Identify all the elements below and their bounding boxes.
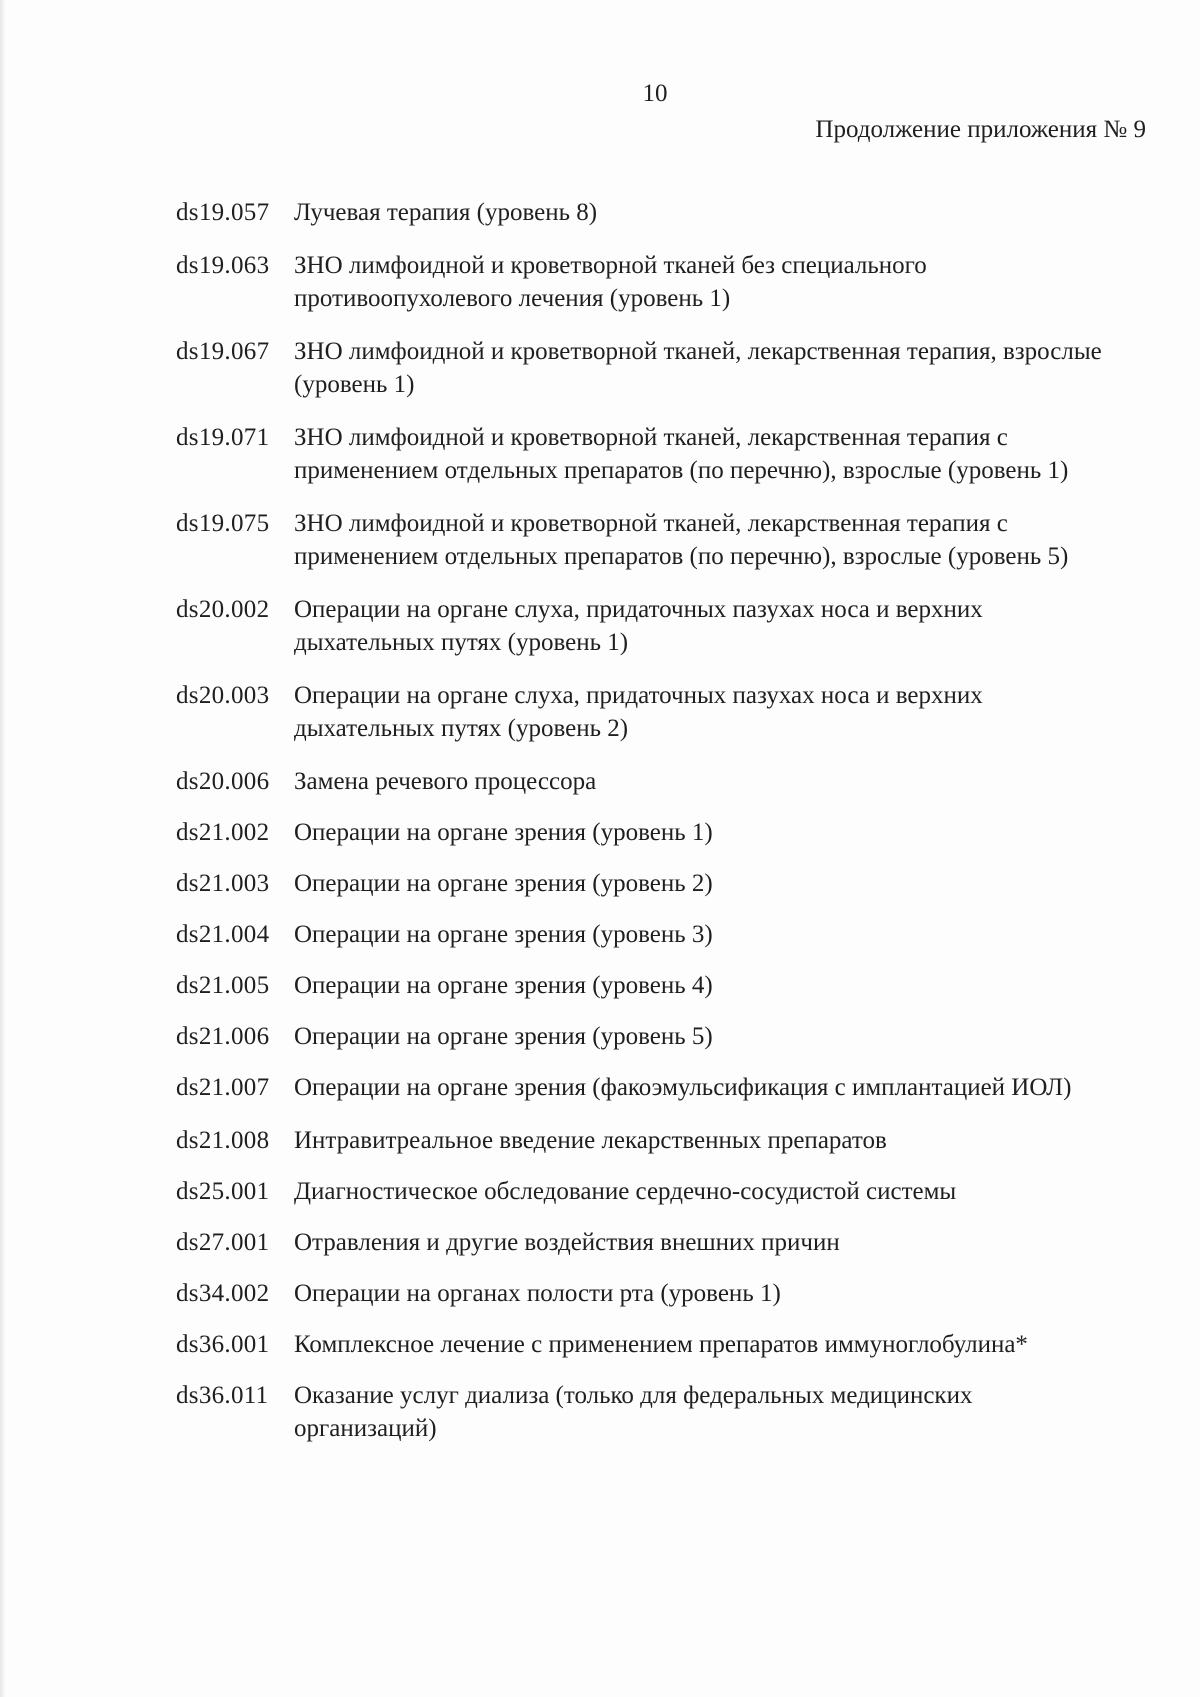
entry-code: ds19.063: [176, 252, 270, 279]
list-item: [176, 1277, 1136, 1310]
entry-title: Операции на органах полости рта (уровень 1): [294, 1280, 781, 1307]
entry-title: ЗНО лимфоидной и кроветворной тканей, лекарственная терапия, взрослые (уровень 1): [294, 338, 1102, 398]
entry-title: Интравитреальное введение лекарственных препаратов: [294, 1127, 887, 1154]
list-item: [176, 593, 1136, 659]
entry-code: ds34.002: [176, 1280, 270, 1307]
entry-code: ds27.001: [176, 1229, 270, 1256]
list-item: [176, 918, 1136, 951]
entry-code: ds21.004: [176, 921, 270, 948]
entry-code: ds19.075: [176, 510, 270, 537]
entry-title: Операции на органе слуха, придаточных пазухах носа и верхних дыхательных путях (уровень 1): [294, 596, 983, 656]
entry-title: Комплексное лечение с применением препаратов иммуноглобулина*: [294, 1331, 1028, 1358]
list-item: [176, 765, 1136, 798]
appendix-continuation-label: Продолжение приложения № 9: [815, 116, 1146, 143]
list-item: [176, 816, 1136, 849]
code-list: [176, 196, 1136, 1465]
entry-code: ds21.005: [176, 972, 270, 999]
list-item: [176, 1071, 1136, 1104]
entry-code: ds20.003: [176, 682, 270, 709]
entry-title: Операции на органе зрения (уровень 5): [294, 1023, 713, 1050]
entry-title: ЗНО лимфоидной и кроветворной тканей, лекарственная терапия с применением отдельных препаратов (по перечню), взрослые (уровень 1): [294, 424, 1069, 484]
entry-code: ds21.007: [176, 1074, 270, 1101]
entry-title: Оказание услуг диализа (только для федеральных медицинских организаций): [294, 1382, 973, 1442]
entry-title: ЗНО лимфоидной и кроветворной тканей без специального противоопухолевого лечения (уровень 1): [294, 252, 927, 312]
entry-code: ds21.003: [176, 870, 270, 897]
list-item: [176, 679, 1136, 745]
entry-code: ds19.067: [176, 338, 270, 365]
entry-title: Лучевая терапия (уровень 8): [294, 199, 598, 226]
page-number: 10: [642, 80, 668, 107]
entry-code: ds20.006: [176, 768, 270, 795]
list-item: [176, 1175, 1136, 1208]
list-item: [176, 335, 1136, 401]
entry-code: ds21.008: [176, 1127, 270, 1154]
list-item: [176, 507, 1136, 573]
entry-title: ЗНО лимфоидной и кроветворной тканей, лекарственная терапия с применением отдельных препаратов (по перечню), взрослые (уровень 5): [294, 510, 1069, 570]
list-item: [176, 421, 1136, 487]
entry-title: Операции на органе зрения (уровень 3): [294, 921, 713, 948]
list-item: [176, 969, 1136, 1002]
entry-code: ds19.071: [176, 424, 270, 451]
entry-title: Диагностическое обследование сердечно-сосудистой системы: [294, 1178, 957, 1205]
entry-code: ds25.001: [176, 1178, 270, 1205]
entry-code: ds21.006: [176, 1023, 270, 1050]
entry-title: Операции на органе зрения (уровень 1): [294, 819, 713, 846]
entry-code: ds20.002: [176, 596, 270, 623]
list-item: [176, 1020, 1136, 1053]
entry-title: Отравления и другие воздействия внешних причин: [294, 1229, 840, 1256]
list-item: [176, 1379, 1136, 1445]
list-item: [176, 1328, 1136, 1361]
entry-code: ds19.057: [176, 199, 270, 226]
list-item: [176, 196, 1136, 229]
entry-code: ds36.011: [176, 1382, 269, 1409]
entry-code: ds21.002: [176, 819, 270, 846]
entry-title: Замена речевого процессора: [294, 768, 597, 795]
scan-edge: [0, 0, 6, 1697]
list-item: [176, 249, 1136, 315]
list-item: [176, 867, 1136, 900]
entry-title: Операции на органе зрения (уровень 4): [294, 972, 713, 999]
entry-title: Операции на органе зрения (факоэмульсификация с имплантацией ИОЛ): [294, 1074, 1072, 1101]
list-item: [176, 1124, 1136, 1157]
entry-title: Операции на органе слуха, придаточных пазухах носа и верхних дыхательных путях (уровень 2): [294, 682, 983, 742]
entry-title: Операции на органе зрения (уровень 2): [294, 870, 713, 897]
list-item: [176, 1226, 1136, 1259]
entry-code: ds36.001: [176, 1331, 270, 1358]
